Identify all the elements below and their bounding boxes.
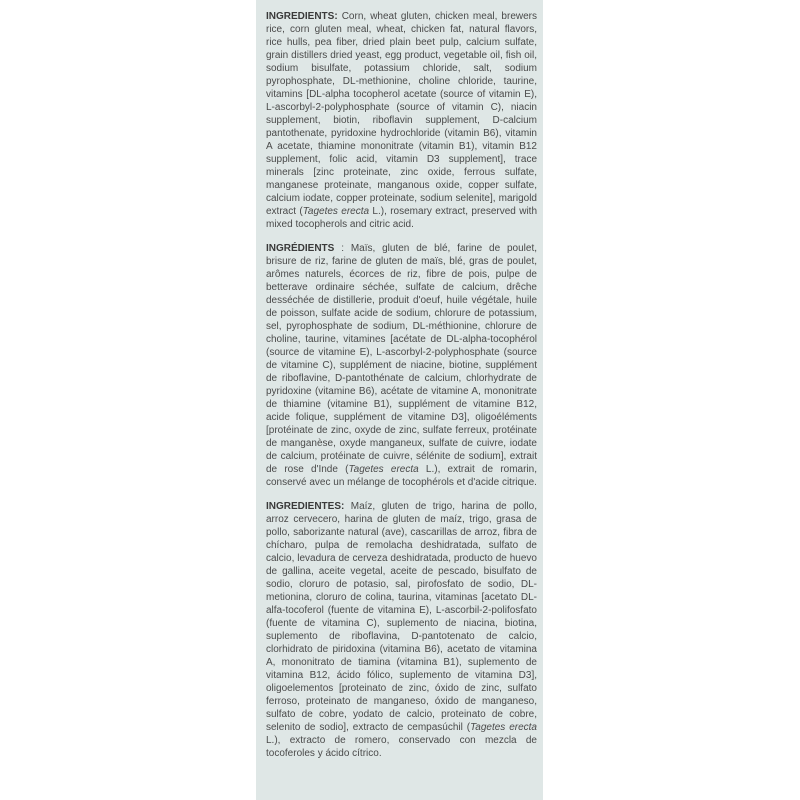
- ingredients-spanish-heading: INGREDIENTES:: [266, 501, 345, 512]
- ingredients-french-text-end: L.), extrait de romarin, conservé avec un mélange de tocophérols et d'acide citrique.: [266, 464, 537, 488]
- ingredients-french-latin-name: Tagetes erecta: [348, 464, 419, 475]
- ingredients-spanish-text-end: L.), extracto de romero, conservado con mezcla de tocoferoles y ácido cítrico.: [266, 735, 537, 759]
- ingredients-english-latin-name: Tagetes erecta: [302, 206, 370, 217]
- ingredients-label-panel: [256, 0, 543, 800]
- ingredients-english: [266, 10, 537, 231]
- ingredients-english-heading: INGREDIENTS:: [266, 11, 338, 22]
- ingredients-french: [266, 242, 537, 489]
- ingredients-english-text-end: L.), rosemary extract, preserved with mixed tocopherols and citric acid.: [266, 206, 538, 230]
- ingredients-french-text: : Maïs, gluten de blé, farine de poulet, brisure de riz, farine de gluten de maïs, blé, gras de poulet, arômes naturels, écorces de riz, fibre de pois, pulpe de betterave ordinaire séchée, sulfate de calcium, drêche desséchée de distillerie, produit d'oeuf, huile végétale, huile de poisson, sulfate acide de sodium, chlorure de potassium, sel, pyrophosphate de sodium, DL-méthionine, chlorure de choline, taurine, vitamines [acétate de DL-alpha-tocophérol (source de vitamine E), L-ascorbyl-2-polyphosphate (source de vitamine C), supplément de niacine, biotine, supplément de riboflavine, D-pantothénate de calcium, chlorhydrate de pyridoxine (vitamine B6), acétate de vitamine A, mononitrate de thiamine (vitamine B1), supplément de vitamine B12, acide folique, supplément de vitamine D3], oligoéléments [protéinate de zinc, oxyde de zinc, sulfate ferreux, protéinate de manganèse, oxyde manganeux, sulfate de cuivre, iodate de calcium, protéinate de cuivre, sélénite de sodium], extrait de rose d'Inde (: [266, 243, 537, 475]
- ingredients-spanish-text: Maíz, gluten de trigo, harina de pollo, arroz cervecero, harina de gluten de maíz, trigo, grasa de pollo, saborizante natural (ave), cascarillas de arroz, fibra de chícharo, pulpa de remolacha deshidratada, sulfato de calcio, levadura de cerveza deshidratada, producto de huevo de gallina, aceite vegetal, aceite de pescado, bisulfato de sodio, cloruro de potasio, sal, pirofosfato de sodio, DL-metionina, cloruro de colina, taurina, vitaminas [acetato DL-alfa-tocoferol (fuente de vitamina E), L-ascorbil-2-polifosfato (fuente de vitamina C), suplemento de niacina, biotina, suplemento de riboflavina, D-pantotenato de calcio, clorhidrato de piridoxina (vitamina B6), acetato de vitamina A, mononitrato de tiamina (vitamina B1), suplemento de vitamina B12, ácido fólico, suplemento de vitamina D3], oligoelementos [proteinato de zinc, óxido de zinc, sulfato ferroso, proteinato de manganeso, óxido de manganeso, sulfato de cobre, yodato de calcio, proteinato de cobre, selenito de sodio], extracto de cempasúchil (: [266, 501, 537, 733]
- ingredients-french-heading: INGRÉDIENTS: [266, 243, 335, 254]
- ingredients-spanish: [266, 500, 537, 760]
- ingredients-english-text: Corn, wheat gluten, chicken meal, brewers rice, corn gluten meal, wheat, chicken fat, natural flavors, rice hulls, pea fiber, dried plain beet pulp, calcium sulfate, grain distillers dried yeast, egg product, vegetable oil, fish oil, sodium bisulfate, potassium chloride, salt, sodium pyrophosphate, DL-methionine, choline chloride, taurine, vitamins [DL-alpha tocopherol acetate (source of vitamin E), L-ascorbyl-2-polyphosphate (source of vitamin C), niacin supplement, biotin, riboflavin supplement, D-calcium pantothenate, pyridoxine hydrochloride (vitamin B6), vitamin A acetate, thiamine mononitrate (vitamin B1), vitamin B12 supplement, folic acid, vitamin D3 supplement], trace minerals [zinc proteinate, zinc oxide, ferrous sulfate, manganese proteinate, manganous oxide, copper sulfate, calcium iodate, copper proteinate, sodium selenite], marigold extract (: [266, 11, 537, 217]
- ingredients-spanish-latin-name: Tagetes erecta: [470, 722, 537, 733]
